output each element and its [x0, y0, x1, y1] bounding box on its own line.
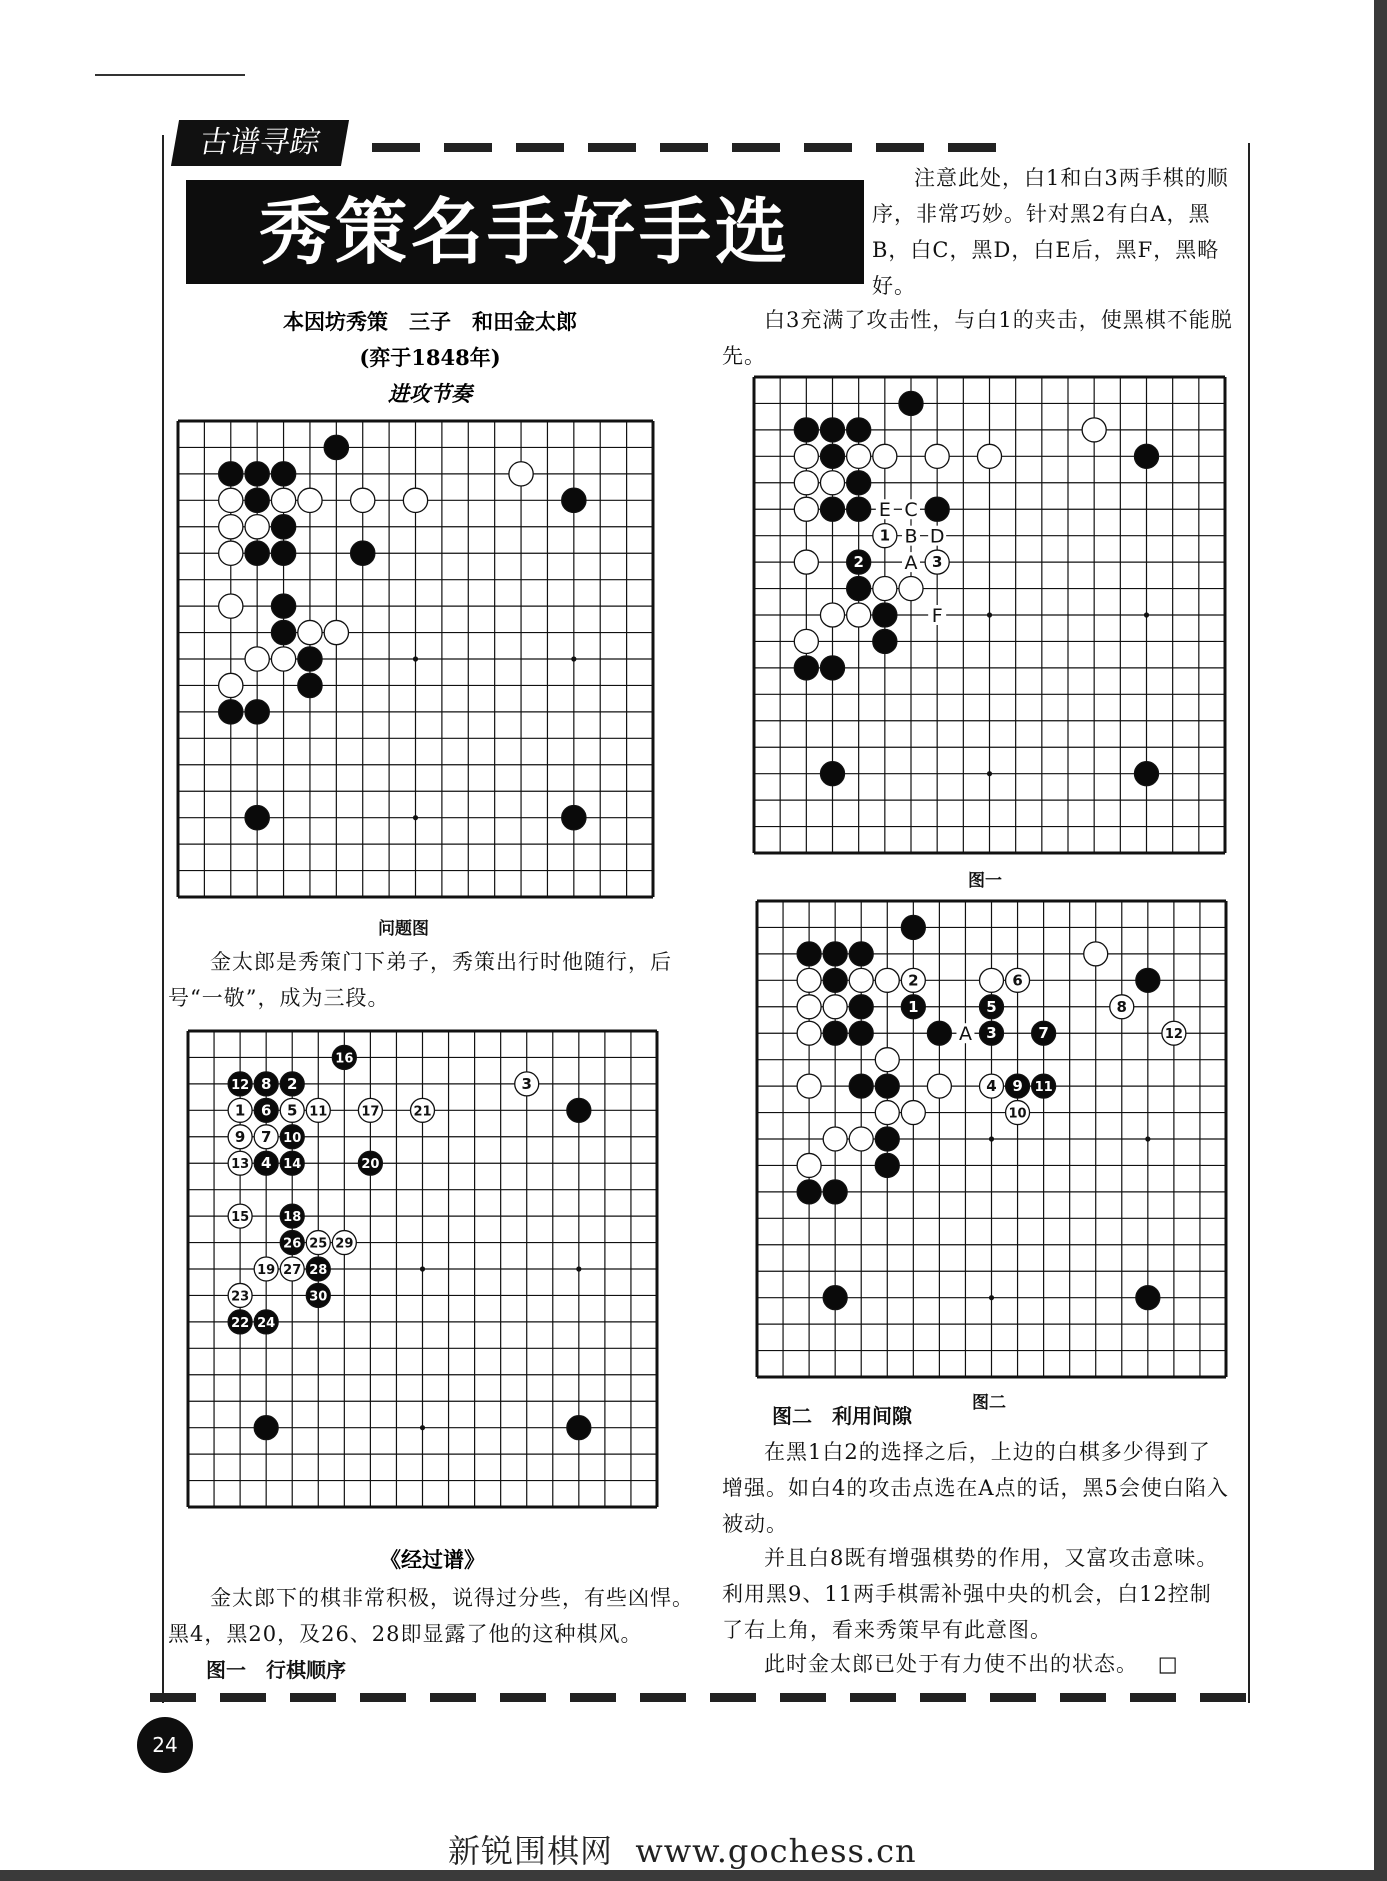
white-stone: [899, 577, 923, 601]
white-stone: [873, 444, 897, 468]
black-stone: [298, 647, 322, 671]
white-stone: [925, 550, 949, 574]
black-stone: [823, 1180, 847, 1204]
black-stone: [1032, 1021, 1056, 1045]
paragraph-bottom-right-3: [722, 1646, 1230, 1682]
black-stone: [1136, 1286, 1160, 1310]
footer-dash: [500, 1693, 546, 1702]
black-stone: [823, 968, 847, 992]
black-stone: [980, 1021, 1004, 1045]
white-stone: [927, 1074, 951, 1098]
footer-dash: [1200, 1693, 1246, 1702]
paragraph-top-right-2: 白3充满了攻击性，与白1的夹击，使黑棋不能脱先。: [722, 308, 1233, 368]
white-stone: [1006, 1101, 1030, 1125]
white-stone: [820, 471, 844, 495]
header-rule: [95, 74, 245, 76]
black-stone: [245, 462, 269, 486]
move-number: 11: [1034, 1080, 1053, 1096]
black-stone: [228, 1072, 252, 1096]
move-number: 2: [908, 971, 919, 990]
black-stone: [280, 1072, 304, 1096]
white-stone: [873, 577, 897, 601]
white-stone: [794, 550, 818, 574]
footer-dash: [150, 1693, 196, 1702]
star-point: [989, 1136, 994, 1141]
black-stone: [901, 995, 925, 1019]
paragraph-top-right-1: 注意此处，白1和白3两手棋的顺序，非常巧妙。针对黑2有白A，黑B，白C，黑D，白E后，黑F，黑略好。: [872, 166, 1229, 298]
white-stone: [875, 1101, 899, 1125]
process-board: [185, 1028, 660, 1510]
point-label: [902, 526, 920, 548]
black-stone: [820, 418, 844, 442]
problem-board: [175, 418, 656, 900]
footer-dash: [780, 1693, 826, 1702]
move-number: 9: [234, 1127, 246, 1146]
black-stone: [332, 1045, 356, 1069]
svg-text:D: D: [929, 525, 945, 548]
game-date: (弈于1848年): [359, 345, 501, 370]
white-stone: [306, 1098, 330, 1122]
black-stone: [847, 497, 871, 521]
move-number: 21: [413, 1104, 432, 1120]
move-number: 7: [260, 1127, 272, 1146]
move-number: 2: [287, 1074, 298, 1093]
move-number: 1: [879, 526, 891, 545]
black-stone: [847, 550, 871, 574]
white-stone: [797, 1153, 821, 1177]
move-number: 1: [908, 997, 919, 1016]
white-stone: [219, 594, 243, 618]
move-number: 12: [231, 1077, 250, 1093]
svg-text:C: C: [904, 499, 918, 522]
star-point: [571, 656, 576, 661]
black-stone: [875, 1153, 899, 1177]
black-stone: [280, 1125, 304, 1149]
black-stone: [280, 1204, 304, 1228]
white-stone: [219, 541, 243, 565]
black-stone: [820, 497, 844, 521]
footer-dash: [1060, 1693, 1106, 1702]
white-stone: [245, 515, 269, 539]
black-stone: [358, 1151, 382, 1175]
point-label: [902, 499, 920, 521]
star-point: [987, 771, 992, 776]
white-stone: [228, 1283, 252, 1307]
white-stone: [271, 647, 295, 671]
star-point: [576, 1266, 581, 1271]
black-stone: [306, 1283, 330, 1307]
white-stone: [823, 1127, 847, 1151]
black-stone: [849, 942, 873, 966]
white-stone: [901, 1101, 925, 1125]
black-stone: [901, 915, 925, 939]
game-players: 本因坊秀策 三子 和田金太郎: [283, 309, 577, 334]
white-stone: [1084, 942, 1108, 966]
white-stone: [245, 647, 269, 671]
move-number: 29: [335, 1236, 354, 1252]
black-stone: [228, 1310, 252, 1334]
white-stone: [980, 968, 1004, 992]
white-stone: [1082, 418, 1106, 442]
white-stone: [298, 620, 322, 644]
black-stone: [271, 515, 295, 539]
white-stone: [794, 471, 818, 495]
black-stone: [823, 1021, 847, 1045]
black-stone: [245, 541, 269, 565]
white-stone: [228, 1151, 252, 1175]
black-stone: [219, 700, 243, 724]
black-stone: [927, 1021, 951, 1045]
subtitle: 进攻节奏: [388, 381, 472, 406]
white-stone: [509, 462, 533, 486]
star-point: [987, 612, 992, 617]
left-frame-line: [162, 135, 164, 1703]
move-number: 12: [1164, 1027, 1183, 1043]
black-stone: [875, 1127, 899, 1151]
footer-dash: [850, 1693, 896, 1702]
white-stone: [219, 673, 243, 697]
white-stone: [977, 444, 1001, 468]
move-number: 2: [853, 553, 864, 572]
white-stone: [411, 1098, 435, 1122]
white-stone: [847, 444, 871, 468]
black-stone: [849, 1021, 873, 1045]
caption-fig2-small: 图二: [972, 1393, 1006, 1413]
black-stone: [254, 1072, 278, 1096]
black-stone: [823, 1286, 847, 1310]
white-stone: [332, 1231, 356, 1255]
move-number: 27: [283, 1263, 302, 1278]
move-number: 30: [309, 1289, 328, 1305]
white-stone: [306, 1231, 330, 1255]
black-stone: [1136, 968, 1160, 992]
point-label: [956, 1023, 974, 1045]
star-point: [413, 656, 418, 661]
fig1-board: [751, 374, 1228, 856]
article-title: 秀策名手好手选: [186, 180, 864, 284]
black-stone: [567, 1416, 591, 1440]
fig2-board: [754, 898, 1229, 1380]
black-stone: [562, 806, 586, 830]
black-stone: [245, 806, 269, 830]
paragraph-intro: 金太郎是秀策门下弟子，秀策出行时他随行，后号“一敬”，成为三段。: [168, 950, 672, 1010]
move-number: 25: [309, 1236, 328, 1252]
footer-dash: [640, 1693, 686, 1702]
footer-dash: [570, 1693, 616, 1702]
white-stone: [797, 1074, 821, 1098]
watermark: 新锐围棋网 www.gochess.cn: [448, 1832, 917, 1870]
black-stone: [820, 656, 844, 680]
move-number: 4: [260, 1154, 272, 1173]
white-stone: [794, 497, 818, 521]
white-stone: [358, 1098, 382, 1122]
white-stone: [901, 968, 925, 992]
black-stone: [849, 1074, 873, 1098]
move-number: 26: [283, 1236, 302, 1252]
white-stone: [219, 515, 243, 539]
black-stone: [219, 462, 243, 486]
black-stone: [820, 762, 844, 786]
white-stone: [228, 1204, 252, 1228]
black-stone: [849, 995, 873, 1019]
move-number: 5: [986, 997, 997, 1016]
black-stone: [794, 418, 818, 442]
white-stone: [254, 1257, 278, 1281]
white-stone: [875, 1048, 899, 1072]
white-stone: [797, 995, 821, 1019]
black-stone: [567, 1098, 591, 1122]
footer-dash: [990, 1693, 1036, 1702]
section-tag: 古谱寻踪: [171, 120, 349, 166]
white-stone: [280, 1098, 304, 1122]
svg-text:F: F: [931, 605, 943, 627]
black-stone: [899, 391, 923, 415]
footer-dash: [290, 1693, 336, 1702]
black-stone: [298, 673, 322, 697]
svg-text:E: E: [878, 499, 891, 522]
black-stone: [873, 603, 897, 627]
move-number: 22: [231, 1315, 250, 1331]
white-stone: [298, 488, 322, 512]
black-stone: [271, 620, 295, 644]
move-number: 18: [283, 1210, 302, 1226]
star-point: [1145, 1136, 1150, 1141]
move-number: 5: [287, 1101, 298, 1120]
footer-dash: [430, 1693, 476, 1702]
white-stone: [254, 1125, 278, 1149]
caption-fig2-label: 图二 利用间隙: [772, 1404, 912, 1428]
move-number: 15: [231, 1210, 250, 1226]
white-stone: [823, 995, 847, 1019]
move-number: 6: [1012, 971, 1023, 990]
black-stone: [1134, 762, 1158, 786]
move-number: 28: [309, 1263, 328, 1278]
point-label: [928, 605, 946, 627]
black-stone: [847, 471, 871, 495]
black-stone: [254, 1098, 278, 1122]
white-stone: [849, 968, 873, 992]
white-stone: [271, 488, 295, 512]
move-number: 6: [260, 1101, 272, 1120]
point-label: [928, 526, 946, 548]
white-stone: [228, 1125, 252, 1149]
svg-text:A: A: [958, 1023, 972, 1046]
black-stone: [875, 1074, 899, 1098]
black-stone: [245, 488, 269, 512]
black-stone: [280, 1231, 304, 1255]
move-number: 8: [260, 1074, 272, 1093]
black-stone: [847, 577, 871, 601]
paragraph-bottom-right-1: 在黑1白2的选择之后，上边的白棋多少得到了增强。如白4的攻击点选在A点的话，黑5会使白陷入被动。: [722, 1440, 1229, 1536]
move-number: 3: [521, 1074, 532, 1093]
star-point: [413, 815, 418, 820]
black-stone: [306, 1257, 330, 1281]
black-stone: [794, 656, 818, 680]
black-stone: [823, 942, 847, 966]
move-number: 1: [234, 1101, 246, 1120]
black-stone: [1032, 1074, 1056, 1098]
white-stone: [324, 620, 348, 644]
process-heading: 《经过谱》: [380, 1547, 485, 1572]
move-number: 20: [361, 1157, 380, 1173]
black-stone: [562, 488, 586, 512]
white-stone: [794, 629, 818, 653]
right-frame-line: [1248, 143, 1250, 1703]
black-stone: [873, 629, 897, 653]
white-stone: [875, 968, 899, 992]
page-number-badge: [137, 1717, 193, 1773]
black-stone: [1006, 1074, 1030, 1098]
footer-dash: [920, 1693, 966, 1702]
black-stone: [351, 541, 375, 565]
footer-dash: [360, 1693, 406, 1702]
black-stone: [980, 995, 1004, 1019]
paragraph-bottom-right-2: 并且白8既有增强棋势的作用，又富攻击意味。利用黑9、11两手棋需补强中央的机会，白12控制了右上角，看来秀策早有此意图。: [722, 1546, 1219, 1642]
paragraph-process: 金太郎下的棋非常积极，说得过分些，有些凶悍。黑4，黑20，及26、28即显露了他的这种棋风。: [168, 1586, 694, 1646]
black-stone: [847, 418, 871, 442]
footer-dash: [710, 1693, 756, 1702]
move-number: 9: [1012, 1077, 1023, 1096]
move-number: 17: [361, 1104, 380, 1120]
white-stone: [797, 968, 821, 992]
black-stone: [254, 1416, 278, 1440]
white-stone: [873, 524, 897, 548]
move-number: 10: [1008, 1106, 1027, 1122]
white-stone: [403, 488, 427, 512]
move-number: 7: [1038, 1024, 1049, 1043]
white-stone: [515, 1072, 539, 1096]
move-number: 24: [257, 1315, 276, 1331]
white-stone: [797, 1021, 821, 1045]
white-stone: [351, 488, 375, 512]
move-number: 23: [231, 1289, 250, 1305]
move-number: 11: [309, 1104, 328, 1120]
move-number: 4: [986, 1077, 997, 1096]
black-stone: [271, 462, 295, 486]
page-number: 24: [152, 1733, 178, 1757]
black-stone: [271, 594, 295, 618]
move-number: 3: [986, 1024, 997, 1043]
star-point: [989, 1295, 994, 1300]
point-label: [876, 499, 894, 521]
white-stone: [849, 1127, 873, 1151]
black-stone: [280, 1151, 304, 1175]
black-stone: [245, 700, 269, 724]
point-label: [902, 552, 920, 574]
white-stone: [820, 603, 844, 627]
star-point: [420, 1425, 425, 1430]
black-stone: [324, 435, 348, 459]
black-stone: [797, 1180, 821, 1204]
star-point: [1144, 612, 1149, 617]
white-stone: [925, 444, 949, 468]
move-number: 10: [283, 1130, 302, 1146]
black-stone: [254, 1151, 278, 1175]
black-stone: [820, 444, 844, 468]
move-number: 3: [931, 553, 943, 572]
white-stone: [1162, 1021, 1186, 1045]
move-number: 8: [1116, 997, 1127, 1016]
star-point: [420, 1266, 425, 1271]
black-stone: [254, 1310, 278, 1334]
footer-dash: [1130, 1693, 1176, 1702]
black-stone: [271, 541, 295, 565]
black-stone: [1134, 444, 1158, 468]
footer-dash: [220, 1693, 266, 1702]
move-number: 19: [257, 1263, 276, 1278]
white-stone: [219, 488, 243, 512]
caption-problem: 问题图: [378, 919, 429, 939]
white-stone: [1110, 995, 1134, 1019]
move-number: 13: [231, 1157, 250, 1173]
svg-text:A: A: [904, 552, 918, 575]
white-stone: [980, 1074, 1004, 1098]
white-stone: [280, 1257, 304, 1281]
white-stone: [794, 444, 818, 468]
end-mark: □: [1157, 1652, 1179, 1676]
caption-fig1-top: 图一: [968, 871, 1002, 891]
paragraph-bottom-right-3-text: 此时金太郎已处于有力使不出的状态。: [764, 1652, 1138, 1676]
svg-text:B: B: [904, 525, 918, 548]
white-stone: [847, 603, 871, 627]
caption-fig1-label: 图一 行棋顺序: [206, 1658, 346, 1682]
black-stone: [797, 942, 821, 966]
move-number: 16: [335, 1051, 354, 1067]
black-stone: [925, 497, 949, 521]
white-stone: [228, 1098, 252, 1122]
white-stone: [1006, 968, 1030, 992]
move-number: 14: [283, 1157, 302, 1173]
